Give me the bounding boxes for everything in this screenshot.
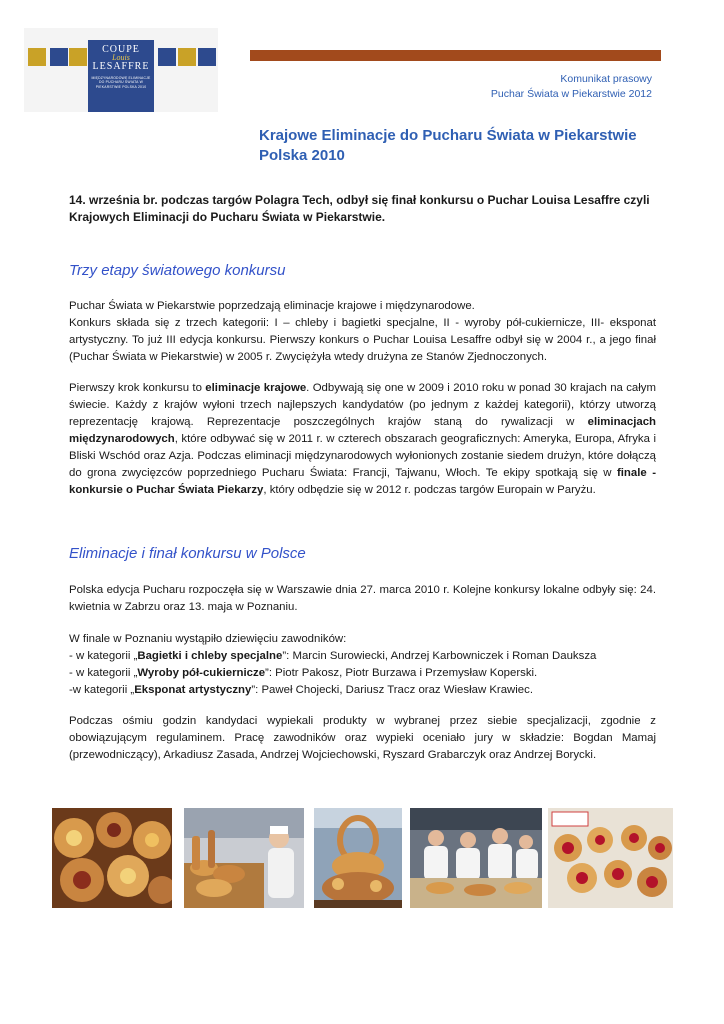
logo-square-blue [158,48,176,66]
showpiece-photo [314,808,402,908]
paragraph-text: Konkurs składa się z trzech kategorii: I – chleby i bagietki specjalne, II - wyroby pół-cukiernicze, III- eksponat artystyczny. To już III edycja konkursu. Pierwszy konkurs o Puchar Louisa Lesaffre odbył się w 2004 r., a jego finał (Puchar Świata w Piekarstwie) w 2005 r. Zwyciężyła wtedy drużyna ze Stanów Zjednoczonych. [69,317,656,363]
press-release-label: Komunikat prasowy [560,73,652,85]
lead-paragraph: 14. września br. podczas targów Polagra Tech, odbył się finał konkursu o Puchar Louisa Lesaffre czyli Krajowych Eliminacji do Pucharu Świata w Piekarstwie. [69,193,650,224]
text-run: Pierwszy krok konkursu to [69,382,206,394]
text-run: -w kategorii „ [69,684,135,696]
text-run: - w kategorii „ [69,650,138,662]
baker-photo [184,808,304,908]
section-heading: Eliminacje i finał konkursu w Polsce [69,545,306,562]
paragraph: Podczas ośmiu godzin kandydaci wypiekali produkty w wybranej przez siebie specjalizacji, zgodnie z obowiązującym regulaminem. Pracę zawodników oraz wypieki oceniało jury w składzie: Bogdan Mamaj (przewodniczący), Arkadiusz Zasada, Andrzej Wojciechowski, Ryszard Grabarczyk oraz Andrzej Borycki. [69,715,656,761]
coupe-louis-lesaffre-logo [24,28,218,112]
category-name: Bagietki i chleby specjalne [137,650,283,662]
category-name: Wyroby pół-cukiernicze [137,667,266,679]
header-subtitle: Puchar Świata w Piekarstwie 2012 [490,88,652,100]
logo-coupe-text: COUPE [102,44,140,55]
logo-square-gold [178,48,196,66]
paragraph [69,298,656,366]
bold-term: eliminacjach międzynarodowych [69,416,656,445]
section-heading: Trzy etapy światowego konkursu [69,262,286,279]
list-item [69,682,656,699]
header-bar [250,50,661,61]
text-run: - w kategorii „ [69,667,138,679]
text-run: . Odbywają się one w 2009 i 2010 roku w ponad 30 krajach na całym świecie. Każdy z krajów wyłoni trzech najlepszych kandydatów (po jednym z każdej kategorii), którzy utworzą reprezentację krajową. Reprezentacje poszczególnych krajów staną do rywalizacji w [69,382,656,428]
text-run: ”: Marcin Surowiecki, Andrzej Karbowniczek i Roman Dauksza [282,650,597,662]
logo-louis-text: Louis [112,53,130,62]
list-intro: W finale w Poznaniu wystąpiło dziewięciu zawodników: [69,633,347,645]
logo-square-blue [198,48,216,66]
text-run: , które odbywać się w 2011 r. w czterech obszarach geograficznych: Ameryka, Europa, Afryka i Bliski Wschód oraz Azja. Podczas eliminacji międzynarodowych wyłonionych zostanie siedem drużyn, które dołączą do grona zwycięzców poprzedniego Pucharu Świata: Francji, Tajwanu, Włoch. Te ekipy spotkają się w [69,433,656,479]
bold-term: finale - konkursie o Puchar Świata Piekarzy [69,467,656,496]
paragraph [69,380,656,499]
header-meta [491,72,652,102]
logo-subtitle: MIĘDZYNARODOWE ELIMINACJE DO PUCHARU ŚWIATA W PIEKARSTWIE POLSKA 2010 [91,76,151,89]
page-title: Krajowe Eliminacje do Pucharu Świata w Piekarstwie Polska 2010 [259,127,637,164]
bold-term: eliminacje krajowe [205,382,307,394]
text-run: ”: Piotr Pakosz, Piotr Burzawa i Przemysław Koperski. [265,667,538,679]
jury-photo [410,808,542,908]
logo-square-gold [28,48,46,66]
paragraph: Polska edycja Pucharu rozpoczęła się w Warszawie dnia 27. marca 2010 r. Kolejne konkursy lokalne odbyły się: 24. kwietnia w Zabrzu oraz 13. maja w Poznaniu. [69,584,656,613]
logo-square-blue [50,48,68,66]
list-item [69,665,656,682]
photo-strip [52,808,673,908]
paragraph-line: Puchar Świata w Piekarstwie poprzedzają eliminacje krajowe i międzynarodowe. [69,300,475,312]
logo-lesaffre-text: LESAFFRE [92,61,150,72]
text-run: ”: Paweł Chojecki, Dariusz Tracz oraz Wiesław Krawiec. [251,684,534,696]
logo-badge [88,40,154,112]
fruit-pastry-photo [548,808,673,908]
text-run: , który odbędzie się w 2012 r. podczas targów Europain w Paryżu. [263,484,596,496]
pastry-photo [52,808,172,908]
finalists-list [69,631,656,699]
category-name: Eksponat artystyczny [134,684,252,696]
list-item [69,648,656,665]
logo-square-gold [69,48,87,66]
